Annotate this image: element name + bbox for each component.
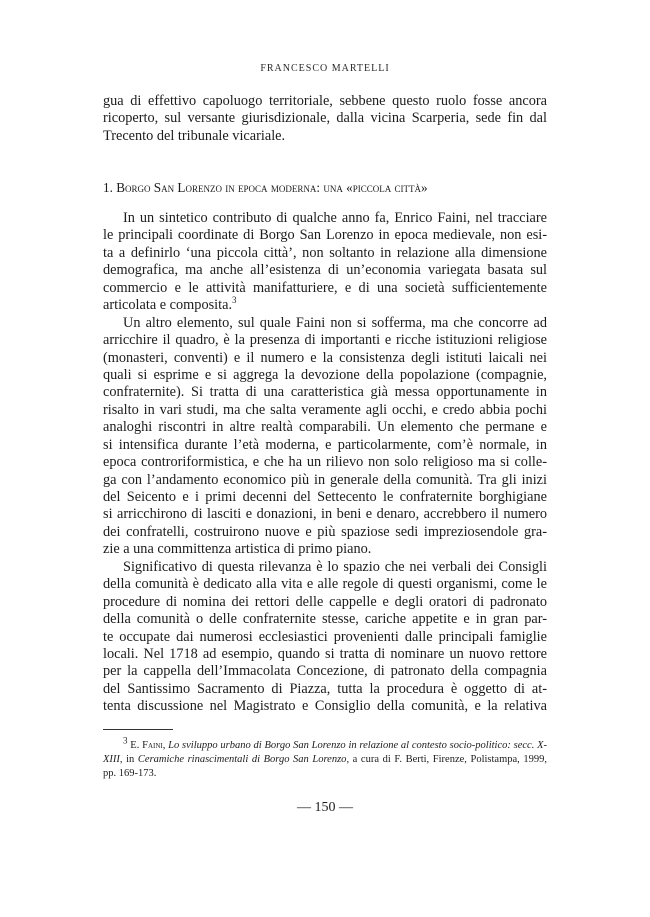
text-line: della comunità o delle confraternite stesse, cariche appetite e in gran par- [103, 611, 547, 628]
footnote-title: Lo sviluppo urbano di Borgo San Lorenzo in relazione al contesto socio-politico: secc. X- [168, 740, 548, 751]
footnote-line [103, 753, 547, 767]
text-line: epoca controriformistica, e che ha un rilievo non solo religioso ma si colle- [103, 454, 547, 471]
text-line: demografica, ma anche all’esistenza di un’economia variegata basata sul [103, 262, 547, 279]
text-line [103, 297, 547, 314]
text-line: ta a definirlo ‘una piccola città’, non soltanto in relazione alla dimensione [103, 244, 547, 261]
text-fragment: articolata e composita. [103, 297, 233, 314]
text-line: locali. Nel 1718 ad esempio, quando si tratta di nominare un nuovo rettore [103, 645, 547, 662]
footnote [103, 735, 548, 780]
text-line: risalto in vari studi, ma che salta veramente agli occhi, e credo abbia pochi [103, 401, 547, 418]
text-line: Un altro elemento, sul quale Faini non si sofferma, ma che concorre ad [123, 314, 547, 331]
text-line: per la cappella dell’Immacolata Concezione, di patronato della compagnia [103, 663, 547, 680]
text-line: Significativo di questa rilevanza è lo spazio che nei verbali dei Consigli [123, 558, 547, 575]
text-line: zie a una committenza artistica di primo piano. [103, 541, 372, 558]
text-line: quali si esprime e si aggrega la devozione della popolazione (compagnie, [103, 366, 547, 383]
footnote-line: $^3$ E. Faini, Lo sviluppo urbano di Borgo San Lorenzo in relazione al contesto socio-politico: secc. X- [123, 735, 548, 751]
footnote-book: Ceramiche rinascimentali di Borgo San Lorenzo [137, 753, 347, 765]
text-line: In un sintetico contributo di qualche anno fa, Enrico Faini, nel tracciare [123, 210, 547, 226]
footnote-author: E. Faini [130, 740, 163, 751]
page-number: — 150 — [297, 800, 353, 815]
text-line: si intensifica durante l’età moderna, e particolarmente, com’è normale, in [103, 436, 547, 453]
text-line: arricchire il quadro, è la presenza di importanti e ricche istituzioni religiose [103, 332, 547, 349]
footnote-line: pp. 169-173. [103, 767, 157, 779]
footnote-text: , in [119, 753, 138, 765]
text-line: ga con l’andamento economico più in generale della comunità. Tra gli inizi [103, 471, 547, 488]
section-title: Borgo San Lorenzo in epoca moderna: una «piccola città» [116, 180, 428, 195]
main-text [103, 210, 547, 716]
text-line: tenta discussione nel Magistrato e Consiglio della comunità, e la relativa [103, 698, 547, 715]
text-line: gua di effettivo capoluogo territoriale, sebbene questo ruolo fosse ancora [103, 93, 547, 109]
text-line: commercio e le attività manifatturiere, e di una società sufficientemente [103, 279, 547, 296]
text-line: si arricchirono di lasciti e donazioni, in beni e denaro, accrebbero il numero [103, 506, 547, 523]
text-line: del Santissimo Sacramento di Piazza, tutta la procedura è oggetto di at- [103, 680, 547, 697]
text-line: dei confratelli, costruirono nuove e più spaziose sedi impreziosendole gra- [103, 523, 547, 540]
text-line: ricoperto, sul versante giurisdizionale, dalla vicina Scarperia, sede fin dal [103, 110, 547, 127]
footnote-title-cont: XIII [103, 753, 120, 765]
running-header: FRANCESCO MARTELLI [260, 63, 390, 74]
footnote-ref[interactable]: 3 [232, 295, 237, 306]
footnote-number: 3 [123, 735, 128, 746]
footnote-separator [103, 729, 173, 730]
text-line: della comunità è dedicato alla vita e alle regole di questi organismi, come le [103, 576, 547, 593]
section-heading [103, 179, 547, 196]
text-line: confraternite). Si tratta di una caratteristica già messa opportunamente in [103, 384, 547, 401]
text-line: del Seicento e i primi decenni del Settecento le confraternite borghigiane [103, 489, 547, 505]
text-line: (monasteri, conventi) e il numero e la consistenza degli istituti laicali nei [103, 349, 547, 366]
text-line: analoghi riscontri in altre realtà comparabili. Un elemento che permane e [103, 419, 547, 436]
text-line: te occupate dai numerosi ecclesiastici provenienti dalle principali famiglie [103, 628, 547, 645]
continued-paragraph [103, 93, 547, 145]
text-line: Trecento del tribunale vicariale. [103, 127, 286, 144]
text-line: le principali coordinate di Borgo San Lorenzo in epoca medievale, non esi- [103, 227, 547, 244]
footnote-publisher: , a cura di F. Berti, Firenze, Polistampa, 1999, [346, 753, 548, 765]
section-number: 1. [103, 180, 117, 195]
text-line: procedure di nomina dei rettori delle cappelle e degli oratori di padronato [103, 593, 547, 610]
